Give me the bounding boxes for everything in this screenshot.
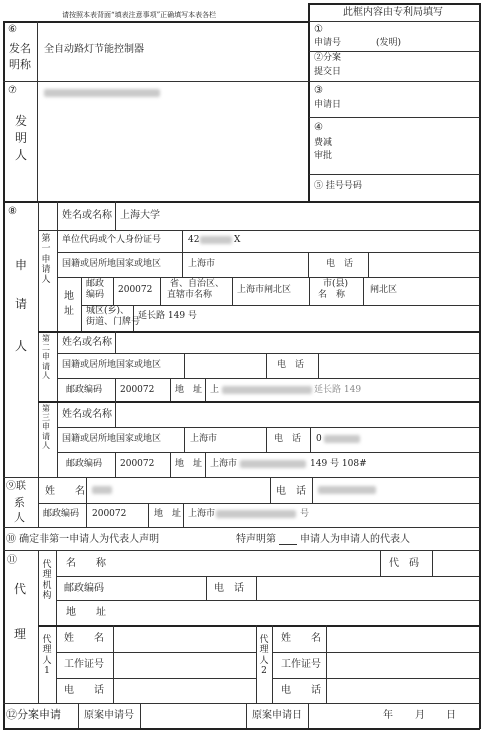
first-country-value[interactable]: 上海市	[188, 259, 216, 269]
second-addr-start[interactable]: 上	[210, 385, 220, 395]
s11-code-label: 代 码	[389, 558, 419, 569]
second-addr-label: 地 址	[175, 385, 203, 395]
tag-char: 人	[259, 655, 269, 666]
s7-label3: 人	[15, 148, 28, 162]
second-addr-end[interactable]: 延长路 149	[314, 385, 362, 395]
s11-num: ⑪	[7, 555, 17, 566]
s8-label-3: 人	[15, 339, 28, 353]
s10-claim-suffix: 申请人为申请人的代表人	[300, 534, 410, 545]
tag-char: 1	[44, 666, 50, 677]
s10-claim-blank[interactable]	[279, 544, 297, 545]
s9-addr-label: 地 址	[154, 509, 182, 519]
tag-char: 2	[261, 666, 267, 677]
tag-char: 请	[42, 361, 50, 371]
third-phone-redacted	[324, 435, 360, 443]
office-box-header: 此框内容由专利局填写	[343, 7, 443, 18]
first-prov-value[interactable]: 上海市闸北区	[237, 285, 292, 295]
first-prov-label2: 直辖市名称	[167, 290, 213, 300]
tag-char: 人	[42, 440, 50, 450]
s11-zip-label: 邮政编码	[64, 583, 104, 594]
second-country-label: 国籍或居所地国家或地区	[62, 360, 162, 370]
tag-char: 构	[42, 591, 52, 602]
office-r1-num: ①	[314, 24, 323, 35]
top-note: 请按照本表背面“填表注意事项”正确填写本表各栏	[62, 11, 217, 19]
first-id-suffix[interactable]: X	[234, 235, 241, 245]
second-addr-redacted	[222, 386, 312, 394]
office-r4-label1: 费减	[314, 138, 333, 148]
s11-name-label: 名 称	[66, 558, 106, 569]
tag-char: 第	[42, 334, 50, 343]
invention-name[interactable]: 全自动路灯节能控制器	[44, 44, 144, 55]
first-country-label: 国籍或居所地国家或地区	[62, 259, 162, 269]
tag-char: 申	[42, 422, 50, 432]
s12-orig-no-label: 原案申请号	[84, 710, 134, 721]
office-r4-label2: 审批	[314, 151, 333, 161]
tag-char: 第	[41, 234, 51, 244]
third-zip-value[interactable]: 200072	[120, 459, 155, 469]
s12-day: 日	[446, 710, 456, 721]
first-street-label2: 街道、门牌号	[86, 317, 141, 327]
first-id-label: 单位代码或个人身份证号	[62, 235, 162, 245]
third-phone-label: 电 话	[274, 434, 302, 444]
s12-label: ⑫分案申请	[6, 708, 61, 721]
tag-char: 申	[41, 254, 51, 265]
s7-label1: 发	[15, 114, 28, 128]
s9-label1: 系	[14, 496, 25, 509]
agency-tag	[41, 560, 53, 601]
s9-addr-redacted	[216, 510, 296, 518]
s6-num: ⑥	[8, 24, 17, 35]
first-applicant-tag	[40, 234, 52, 286]
first-street-value[interactable]: 延长路 149 号	[138, 311, 197, 321]
tag-char: 理	[259, 645, 269, 656]
tag-char: 申	[42, 352, 50, 362]
s11-label1: 代	[14, 582, 27, 596]
s11-label2: 理	[14, 627, 27, 641]
third-addr-start[interactable]: 上海市	[210, 459, 238, 469]
office-r3-num: ③	[314, 85, 323, 96]
s9-zip-value[interactable]: 200072	[92, 509, 127, 519]
tag-char: 二	[42, 343, 50, 353]
office-r3-label: 申请日	[314, 100, 342, 110]
tag-char: 代	[42, 560, 52, 570]
tag-char: 第	[42, 404, 50, 413]
s8-label-1: 申	[15, 258, 28, 272]
s9-phone-label: 电 话	[276, 486, 306, 497]
s7-label2: 明	[15, 131, 28, 145]
first-id-prefix[interactable]: 42	[188, 235, 200, 245]
first-zip-label2: 编码	[86, 290, 105, 300]
first-name-value[interactable]: 上海大学	[120, 210, 160, 221]
tag-char: 三	[42, 413, 50, 423]
tag-char: 代	[42, 635, 52, 645]
third-name-label: 姓名或名称	[62, 409, 112, 420]
tag-char: 理	[42, 570, 52, 581]
office-r1-note: (发明)	[376, 38, 402, 48]
third-addr-end[interactable]: 149 号 108#	[310, 459, 367, 469]
s9-zip-label: 邮政编码	[43, 509, 80, 519]
first-addr-label1: 地	[64, 291, 74, 302]
s12-year: 年	[383, 710, 393, 721]
s10-claim-prefix: 特声明第	[236, 534, 276, 545]
third-country-value[interactable]: 上海市	[190, 434, 218, 444]
agent2-tag	[258, 635, 270, 676]
second-phone-label: 电 话	[277, 360, 305, 370]
tag-char: 人	[41, 275, 51, 286]
first-city-label1: 市(县)	[323, 279, 349, 289]
office-r5: ⑤ 挂号号码	[314, 181, 362, 191]
third-zip-label: 邮政编码	[66, 459, 103, 469]
tag-char: 请	[41, 265, 51, 276]
s12-month: 月	[415, 710, 425, 721]
first-zip-value[interactable]: 200072	[118, 285, 153, 295]
first-city-label2: 名 称	[318, 290, 346, 300]
first-prov-label1: 省、自治区、	[170, 279, 225, 289]
third-applicant-tag	[40, 404, 52, 450]
s7-num: ⑦	[8, 85, 17, 96]
s12-orig-date-label: 原案申请日	[252, 710, 302, 721]
s9-num: ⑨联	[6, 481, 26, 492]
office-r4-num: ④	[314, 122, 323, 133]
agent1-cert-label: 工作证号	[64, 659, 104, 670]
s10-text: ⑩ 确定非第一申请人为代表人声明	[6, 534, 160, 545]
second-zip-label: 邮政编码	[66, 385, 103, 395]
third-addr-redacted	[240, 460, 306, 468]
s9-name-redacted	[92, 486, 112, 494]
agent1-phone-label: 电 话	[64, 685, 104, 696]
tag-char: 机	[42, 580, 52, 591]
s9-label2: 人	[14, 511, 25, 524]
first-street-label1: 城区(乡)、	[86, 306, 130, 316]
s8-num: ⑧	[8, 206, 17, 217]
agent1-tag	[41, 635, 53, 676]
second-applicant-tag	[40, 334, 52, 380]
first-city-value[interactable]: 闸北区	[370, 285, 398, 295]
s9-addr-end[interactable]: 号	[300, 509, 310, 519]
agent2-cert-label: 工作证号	[281, 659, 321, 670]
s11-addr-label: 地 址	[66, 607, 106, 618]
second-zip-value[interactable]: 200072	[120, 385, 155, 395]
tag-char: 人	[42, 655, 52, 666]
tag-char: 一	[41, 244, 51, 255]
agent2-name-label: 姓 名	[281, 633, 321, 644]
agent2-phone-label: 电 话	[281, 685, 321, 696]
s11-phone-label: 电 话	[214, 583, 244, 594]
tag-char: 代	[259, 635, 269, 645]
inventors-redacted	[44, 89, 160, 97]
tag-char: 人	[42, 370, 50, 380]
id-redacted	[200, 236, 232, 244]
first-addr-label2: 址	[64, 306, 74, 317]
s6-label1: 发名	[9, 42, 31, 55]
third-phone-start[interactable]: 0	[316, 434, 322, 444]
s6-label2: 明称	[9, 58, 31, 71]
first-phone-label: 电 话	[326, 259, 354, 269]
first-zip-label1: 邮政	[86, 279, 105, 289]
office-r2-label: 提交日	[314, 67, 342, 77]
s9-phone-redacted	[318, 486, 376, 494]
second-name-label: 姓名或名称	[62, 337, 112, 348]
tag-char: 请	[42, 431, 50, 441]
s9-addr-start[interactable]: 上海市	[188, 509, 216, 519]
s8-label-2: 请	[15, 297, 28, 311]
office-r1-label: 申请号	[314, 38, 342, 48]
third-country-label: 国籍或居所地国家或地区	[62, 434, 162, 444]
agent1-name-label: 姓 名	[64, 633, 104, 644]
third-addr-label: 地 址	[175, 459, 203, 469]
first-name-label: 姓名或名称	[62, 210, 112, 221]
office-r2-num: ②分案	[314, 53, 342, 63]
tag-char: 理	[42, 645, 52, 656]
s9-name-label: 姓 名	[45, 486, 85, 497]
